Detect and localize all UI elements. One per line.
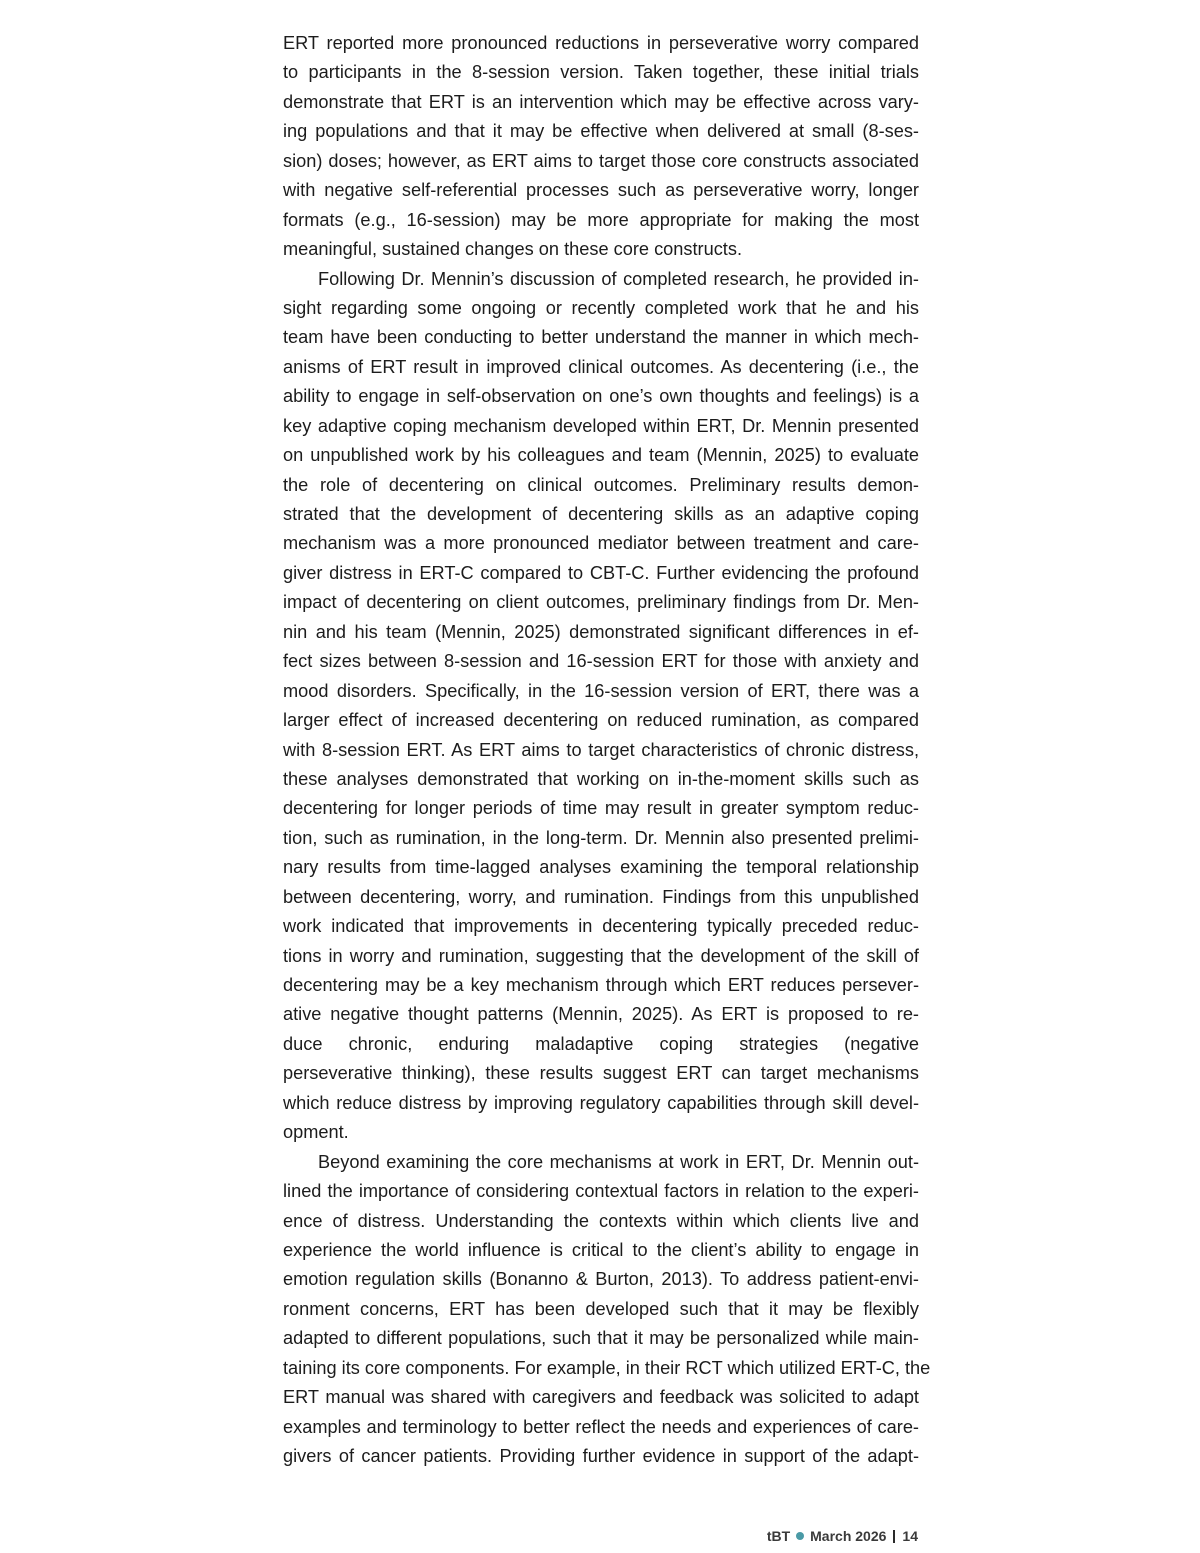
text-line: strated that the development of decentering skills as an adaptive coping [283,504,919,524]
text-line: experience the world influence is critical to the client’s ability to engage in [283,1239,919,1260]
text-line: giver distress in ERT-C compared to CBT-C. Further evidencing the profound [283,562,919,583]
text-line: meaningful, sustained changes on these core constructs. [283,239,743,260]
text-line: Beyond examining the core mechanisms at work in ERT, Dr. Mennin out- [318,1151,919,1172]
paragraph [283,265,919,1148]
text-line: ence of distress. Understanding the contexts within which clients live and [283,1210,919,1231]
text-line: decentering for longer periods of time may result in greater symptom reduc- [283,798,919,819]
text-line: the role of decentering on clinical outcomes. Preliminary results demon- [283,474,919,495]
text-line: formats (e.g., 16-session) may be more appropriate for making the most [283,209,919,230]
text-line: work indicated that improvements in decentering typically preceded reduc- [283,916,919,937]
text-line: ERT reported more pronounced reductions in perseverative worry compared [283,33,919,53]
text-line: Following Dr. Mennin’s discussion of completed research, he provided in- [318,268,919,289]
text-line: key adaptive coping mechanism developed within ERT, Dr. Mennin presented [283,415,919,436]
text-line: nary results from time-lagged analyses examining the temporal relationship [283,857,919,878]
page-number: 14 [902,1528,918,1544]
text-line: ing populations and that it may be effective when delivered at small (8-ses- [283,121,919,142]
journal-name: tBT [766,1528,791,1544]
text-line: ative negative thought patterns (Mennin, 2025). As ERT is proposed to re- [283,1004,919,1025]
bullet-dot-icon [796,1532,804,1540]
text-line: givers of cancer patients. Providing further evidence in support of the adapt- [283,1446,919,1466]
text-line: duce chronic, enduring maladaptive coping strategies (negative [283,1033,919,1054]
text-line: with negative self-referential processes such as perseverative worry, longer [283,180,919,201]
text-line: which reduce distress by improving regulatory capabilities through skill devel- [283,1092,919,1113]
text-line: fect sizes between 8-session and 16-session ERT for those with anxiety and [283,651,919,672]
text-line: team have been conducting to better understand the manner in which mech- [283,327,919,348]
text-line: these analyses demonstrated that working on in-the-moment skills such as [283,768,919,789]
text-line: larger effect of increased decentering on reduced rumination, as compared [283,710,919,731]
text-line: perseverative thinking), these results suggest ERT can target mechanisms [283,1063,919,1084]
text-line: to participants in the 8-session version. Taken together, these initial trials [283,62,919,83]
text-line: on unpublished work by his colleagues and team (Mennin, 2025) to evaluate [283,445,919,466]
text-line: decentering may be a key mechanism through which ERT reduces persever- [283,975,919,995]
text-line: anisms of ERT result in improved clinical outcomes. As decentering (i.e., the [283,356,919,377]
text-line: with 8-session ERT. As ERT aims to target characteristics of chronic distress, [283,739,919,760]
article-body [283,29,931,1471]
text-line: adapted to different populations, such that it may be personalized while main- [283,1328,919,1349]
text-line: between decentering, worry, and rumination. Findings from this unpublished [283,886,919,907]
text-line: opment. [283,1122,349,1143]
issue-date: March 2026 [810,1528,887,1544]
text-line: ERT manual was shared with caregivers and feedback was solicited to adapt [283,1387,919,1408]
text-line: mechanism was a more pronounced mediator between treatment and care- [283,533,919,554]
text-line: sion) doses; however, as ERT aims to target those core constructs associated [283,150,919,171]
text-line: lined the importance of considering contextual factors in relation to the experi- [283,1181,919,1202]
text-line: demonstrate that ERT is an intervention which may be effective across vary- [283,91,919,112]
text-line: impact of decentering on client outcomes, preliminary findings from Dr. Men- [283,592,919,613]
page-footer [767,1528,918,1544]
text-line: sight regarding some ongoing or recently completed work that he and his [283,297,919,318]
paragraph [283,29,919,265]
text-line: tion, such as rumination, in the long-term. Dr. Mennin also presented prelimi- [283,827,919,848]
text-line: tions in worry and rumination, suggesting that the development of the skill of [283,945,919,966]
text-line: ronment concerns, ERT has been developed such that it may be flexibly [283,1298,919,1319]
text-line: taining its core components. For example, in their RCT which utilized ERT-C, the [283,1357,931,1378]
text-line: emotion regulation skills (Bonanno & Burton, 2013). To address patient-envi- [283,1269,919,1290]
text-line: nin and his team (Mennin, 2025) demonstrated significant differences in ef- [283,621,919,642]
text-line: mood disorders. Specifically, in the 16-session version of ERT, there was a [283,680,919,701]
separator-bar [893,1530,895,1543]
text-line: examples and terminology to better reflect the needs and experiences of care- [283,1416,919,1437]
paragraph [283,1148,931,1472]
text-line: ability to engage in self-observation on one’s own thoughts and feelings) is a [283,386,919,407]
